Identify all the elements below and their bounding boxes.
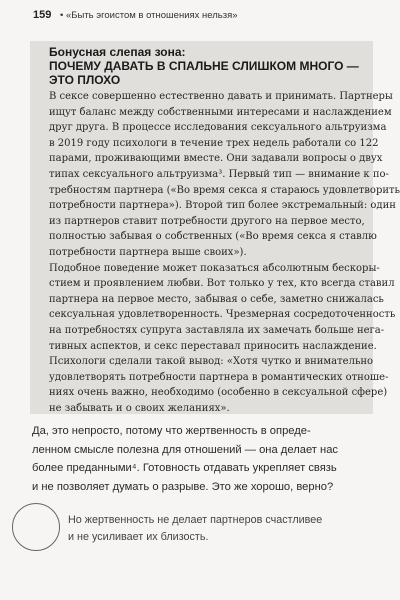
box-body-line: типах сексуального альтруизма³. Первый тип — внимание к по- bbox=[49, 168, 389, 180]
main-text-line: ленном смысле полезна для отношений — она делает нас bbox=[32, 443, 339, 456]
box-body-line: из партнеров ставит потребности другого на первое место, bbox=[49, 215, 365, 227]
box-body-line: полностью забывая о собственных («Во время секса я ставлю bbox=[49, 231, 377, 243]
callout-line: Но жертвенность не делает партнеров счастливее bbox=[68, 514, 323, 526]
box-body-line: В сексе совершенно естественно давать и принимать. Партнеры bbox=[49, 91, 393, 102]
box-body-line: Подобное поведение может показаться абсолютным бескоры- bbox=[49, 262, 380, 274]
callout-line: и не усиливает их близость. bbox=[68, 531, 209, 543]
running-title: «Быть эгоистом в отношениях нельзя» bbox=[65, 10, 238, 21]
bonus-blind-spot-box bbox=[30, 41, 400, 414]
box-body-line: Психологи сделали такой вывод: «Хотя чутко и внимательно bbox=[49, 356, 374, 368]
box-body-line: парами, проживающими вместе. Они задавали вопросы о двух bbox=[49, 153, 383, 165]
box-body-line: ниях очень важно, необходимо (особенно в сексуальной сфере) bbox=[49, 387, 388, 399]
box-body-line: удовлетворять потребности партнера в романтических отноше- bbox=[49, 371, 389, 383]
decorative-circle bbox=[12, 503, 60, 551]
box-body-line: в 2019 году психологи в течение трех недель работали со 122 bbox=[49, 137, 379, 149]
main-text-line: более преданными⁴. Готовность отдавать укрепляет связь bbox=[32, 462, 337, 474]
box-title bbox=[49, 59, 363, 87]
box-kicker: Бонусная слепая зона: bbox=[49, 45, 186, 59]
box-title-line: ЭТО ПЛОХО bbox=[49, 73, 121, 87]
box-body-line: сексуальная удовлетворенность. Чрезмерная сосредоточенность bbox=[49, 309, 396, 321]
box-body-text bbox=[49, 89, 400, 416]
box-body-line: партнера на первое место, забывая о себе, заметно снижалась bbox=[49, 293, 384, 305]
box-body-line: на потребностях супруга заставляла их замечать больше нега- bbox=[49, 324, 385, 336]
main-text-line: и не позволяет думать о разрыве. Это же хорошо, верно? bbox=[32, 480, 334, 493]
box-body-line: потребности партнера»). Второй тип более экстремальный: один bbox=[49, 200, 396, 212]
header-bullet: • bbox=[60, 10, 64, 21]
main-paragraph bbox=[32, 422, 372, 496]
box-body-line: стием и проявлением любви. Вот только у тех, кто всегда ставил bbox=[49, 278, 395, 290]
box-body-line: не забывать и о своих желаниях». bbox=[49, 402, 230, 414]
callout-text bbox=[68, 512, 368, 546]
running-header bbox=[33, 9, 380, 21]
page-number: 159 bbox=[33, 9, 52, 21]
box-body-line: ищут баланс между собственными интересами и наслаждением bbox=[49, 106, 392, 118]
box-body-line: друг друга. В процессе исследования сексуального альтруизма bbox=[49, 122, 387, 134]
box-title-line: ПОЧЕМУ ДАВАТЬ В СПАЛЬНЕ СЛИШКОМ МНОГО — bbox=[49, 59, 359, 73]
box-body-line: тивных аспектов, и секс переставал приносить наслаждение. bbox=[49, 340, 377, 352]
main-text-line: Да, это непросто, потому что жертвенность в опреде- bbox=[32, 425, 311, 437]
box-body-line: потребности партнера выше своих»). bbox=[49, 246, 247, 258]
box-body-line: требностям партнера («Во время секса я стараюсь удовлетворить bbox=[49, 184, 400, 196]
